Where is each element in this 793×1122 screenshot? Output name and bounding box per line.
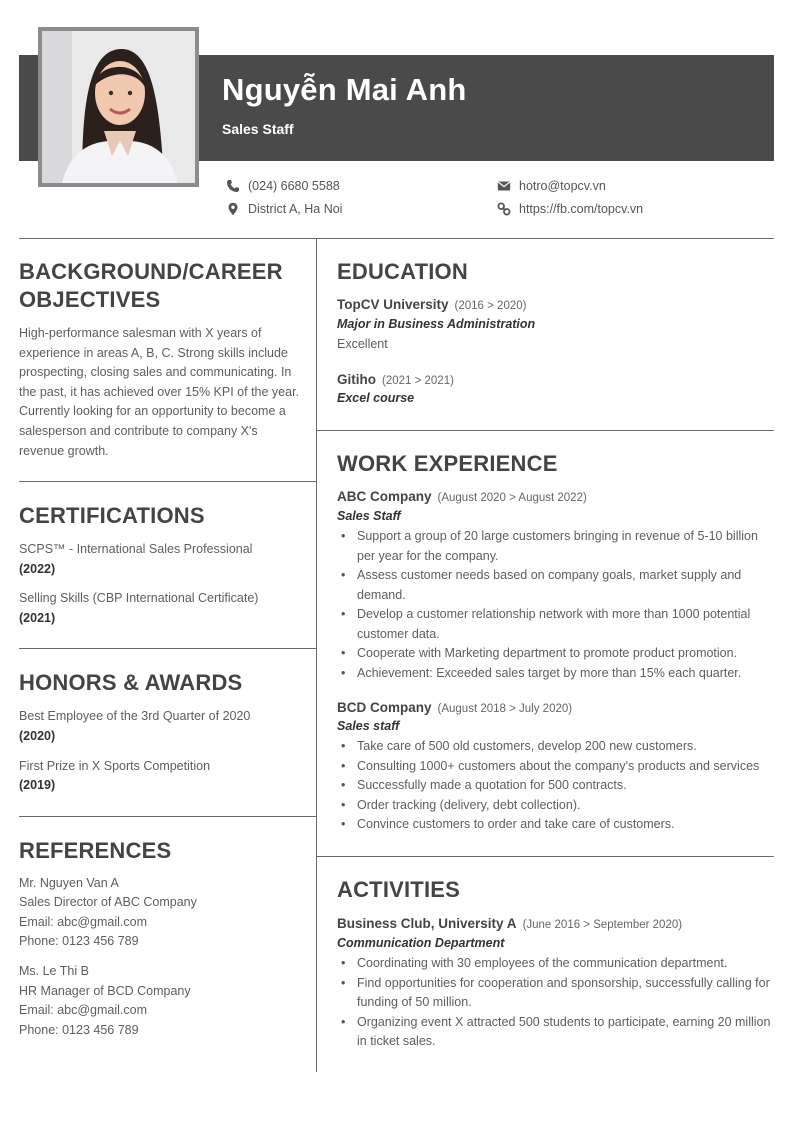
work-title: WORK EXPERIENCE <box>337 451 558 476</box>
school-name: Gitiho <box>337 372 376 387</box>
list-item: • Convince customers to order and take care of customers. <box>337 815 777 835</box>
reference-name: Ms. Le Thi B <box>19 964 89 978</box>
activity-department: Communication Department <box>337 936 505 950</box>
education-major: Excel course <box>337 391 415 405</box>
contact-address <box>226 202 342 216</box>
list-item: • Consulting 1000+ customers about the company's products and services <box>337 757 777 777</box>
contact-website[interactable] <box>497 202 643 216</box>
contact-email[interactable] <box>497 179 606 193</box>
education-title: EDUCATION <box>337 259 468 284</box>
phone-text: (024) 6680 5588 <box>248 179 340 193</box>
education-note: Excellent <box>337 337 388 351</box>
address-text: District A, Ha Noi <box>248 202 343 216</box>
activity-entry <box>337 914 682 936</box>
reference-position: HR Manager of BCD Company <box>19 984 191 998</box>
activity-org: Business Club, University A <box>337 916 517 931</box>
list-item: • Order tracking (delivery, debt collection). <box>337 796 777 816</box>
activity-dates: (June 2016 > September 2020) <box>522 919 683 931</box>
reference-email: Email: abc@gmail.com <box>19 1003 148 1017</box>
email-text[interactable]: hotro@topcv.vn <box>519 179 606 193</box>
work-position: Sales staff <box>337 719 400 733</box>
work-dates: (August 2020 > August 2022) <box>437 492 587 504</box>
divider-right-2 <box>316 856 774 857</box>
activities-title: ACTIVITIES <box>337 877 461 902</box>
header-divider <box>19 238 774 239</box>
list-item: • Cooperate with Marketing department to promote product promotion. <box>337 644 777 664</box>
phone-icon <box>226 179 240 193</box>
education-dates: (2021 > 2021) <box>382 375 454 387</box>
award-year: (2019) <box>19 778 56 792</box>
reference-name: Mr. Nguyen Van A <box>19 876 119 890</box>
list-item: • Achievement: Exceeded sales target by more than 15% each quarter. <box>337 664 777 684</box>
certification-name: Selling Skills (CBP International Certificate) <box>19 591 259 605</box>
divider-left-2 <box>19 648 316 649</box>
education-entry <box>337 295 526 317</box>
award-year: (2020) <box>19 729 56 743</box>
list-item: • Organizing event X attracted 500 students to participate, earning 20 million in ticket sales. <box>337 1013 777 1052</box>
work-bullets <box>337 527 777 683</box>
company-name: ABC Company <box>337 489 432 504</box>
objective-text: High-performance salesman with X years of experience in areas A, B, C. Strong skills include prospecting, closing sales and communicating. In the past, it has achieved over 15% KPI of the year. Currently looking for an opportunity to become a salesperson and contribute to company X's revenue growth. <box>19 326 300 458</box>
award-name: Best Employee of the 3rd Quarter of 2020 <box>19 709 251 723</box>
contact-phone <box>226 179 340 193</box>
divider-left-3 <box>19 816 316 817</box>
website-text[interactable]: https://fb.com/topcv.vn <box>519 202 644 216</box>
list-item: • Successfully made a quotation for 500 contracts. <box>337 776 777 796</box>
list-item: • Coordinating with 30 employees of the communication department. <box>337 954 777 974</box>
award-name: First Prize in X Sports Competition <box>19 759 211 773</box>
work-bullets <box>337 737 777 835</box>
list-item: • Find opportunities for cooperation and sponsorship, successfully calling for funding of 50 million. <box>337 974 777 1013</box>
education-major: Major in Business Administration <box>337 317 536 331</box>
divider-right-1 <box>316 430 774 431</box>
company-name: BCD Company <box>337 700 432 715</box>
divider-left-1 <box>19 481 316 482</box>
link-icon <box>497 202 511 216</box>
certification-name: SCPS™ - International Sales Professional <box>19 542 253 556</box>
work-entry <box>337 487 587 509</box>
list-item: • Support a group of 20 large customers bringing in revenue of 5-10 billion per year for the company. <box>337 527 777 566</box>
objective-title: BACKGROUND/CAREER OBJECTIVES <box>19 259 283 312</box>
certifications-title: CERTIFICATIONS <box>19 503 205 528</box>
education-dates: (2016 > 2020) <box>454 300 527 312</box>
work-position: Sales Staff <box>337 509 401 523</box>
certification-year: (2021) <box>19 611 56 625</box>
candidate-name: Nguyễn Mai Anh <box>222 72 467 107</box>
list-item: • Develop a customer relationship network with more than 1000 potential customer data. <box>337 605 777 644</box>
reference-email: Email: abc@gmail.com <box>19 915 148 929</box>
profile-photo <box>38 27 199 187</box>
school-name: TopCV University <box>337 297 449 312</box>
reference-phone: Phone: 0123 456 789 <box>19 934 139 948</box>
location-icon <box>226 202 240 216</box>
reference-phone: Phone: 0123 456 789 <box>19 1023 139 1037</box>
reference-position: Sales Director of ABC Company <box>19 895 197 909</box>
list-item: • Take care of 500 old customers, develop 200 new customers. <box>337 737 777 757</box>
email-icon <box>497 179 511 193</box>
list-item: • Assess customer needs based on company goals, market supply and demand. <box>337 566 777 605</box>
certification-year: (2022) <box>19 562 56 576</box>
column-divider <box>316 238 317 1072</box>
honors-title: HONORS & AWARDS <box>19 670 243 695</box>
work-dates: (August 2018 > July 2020) <box>437 703 573 715</box>
activity-bullets <box>337 954 777 1052</box>
references-title: REFERENCES <box>19 838 172 863</box>
candidate-role: Sales Staff <box>222 121 294 137</box>
